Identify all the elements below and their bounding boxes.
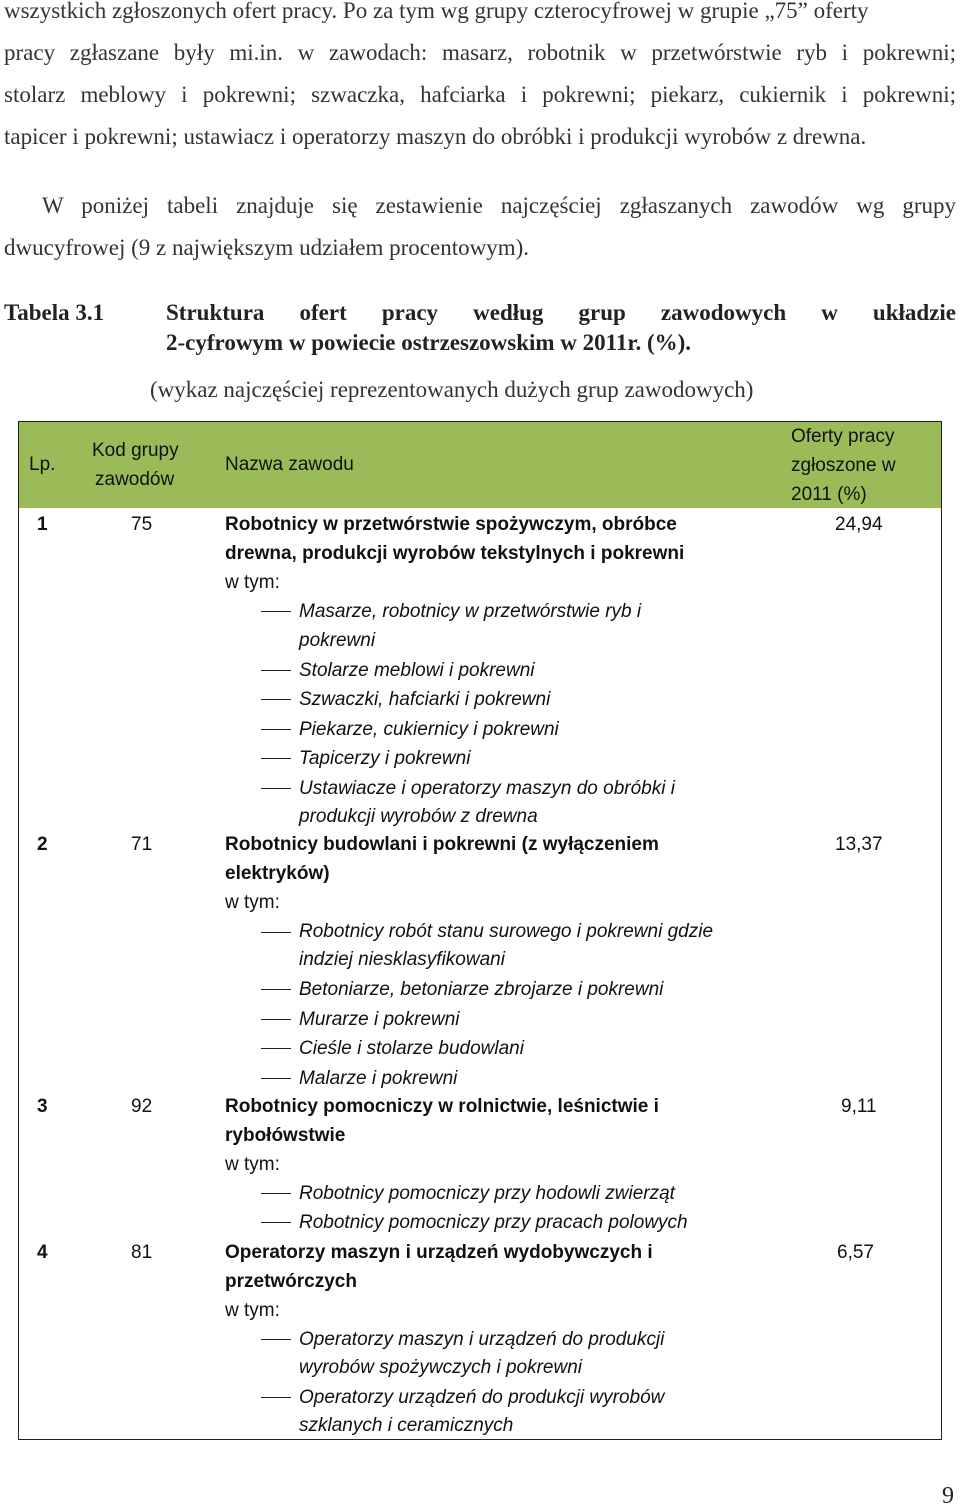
row-name: elektryków) [225, 863, 330, 884]
dash-bullet [261, 989, 291, 990]
header-kod: zawodów [95, 469, 175, 490]
row-wtym: w tym: [225, 1300, 280, 1321]
header-oferty: Oferty pracy [791, 426, 895, 447]
sub-item: szklanych i ceramicznych [299, 1415, 514, 1436]
header-kod: Kod grupy [92, 440, 179, 461]
sub-item: wyrobów spożywczych i pokrewni [299, 1357, 582, 1378]
dash-bullet [261, 1193, 291, 1194]
paragraph-line: dwucyfrowej (9 z największym udziałem procentowym). [4, 235, 529, 260]
row-name: Operatorzy maszyn i urządzeń wydobywczych i [225, 1242, 653, 1263]
sub-item: indziej niesklasyfikowani [299, 949, 505, 970]
sub-item: Robotnicy pomocniczy przy pracach polowych [299, 1212, 688, 1233]
table-header [19, 422, 941, 508]
row-value: 9,11 [841, 1096, 877, 1117]
sub-item: Robotnicy pomocniczy przy hodowli zwierząt [299, 1183, 675, 1204]
dash-bullet [261, 758, 291, 759]
row-value: 13,37 [835, 834, 883, 855]
sub-item: Cieśle i stolarze budowlani [299, 1038, 524, 1059]
table-label: Tabela 3.1 [4, 300, 105, 325]
row-kod: 71 [131, 834, 153, 855]
sub-item: Tapicerzy i pokrewni [299, 748, 471, 769]
sub-item: Murarze i pokrewni [299, 1009, 460, 1030]
row-kod: 81 [131, 1242, 153, 1263]
sub-item: Betoniarze, betoniarze zbrojarze i pokrewni [299, 979, 664, 1000]
sub-item: Operatorzy urządzeń do produkcji wyrobów [299, 1387, 665, 1408]
sub-item: Robotnicy robót stanu surowego i pokrewni gdzie [299, 921, 714, 942]
paragraph-line: W poniżej tabeli znajduje się zestawienie najczęściej zgłaszanych zawodów wg grupy [42, 193, 956, 218]
row-wtym: w tym: [225, 572, 280, 593]
dash-bullet [261, 932, 291, 933]
row-name: Robotnicy w przetwórstwie spożywczym, obróbce [225, 514, 677, 535]
paragraph-line: wszystkich zgłoszonych ofert pracy. Po za tym wg grupy czterocyfrowej w grupie „75” oferty [4, 0, 869, 23]
dash-bullet [261, 1078, 291, 1079]
sub-item: pokrewni [299, 630, 376, 651]
sub-item: Piekarze, cukiernicy i pokrewni [299, 719, 559, 740]
sub-item: Malarze i pokrewni [299, 1068, 458, 1089]
dash-bullet [261, 729, 291, 730]
row-name: Robotnicy pomocniczy w rolnictwie, leśnictwie i [225, 1096, 659, 1117]
row-value: 6,57 [837, 1242, 874, 1263]
row-lp: 1 [37, 514, 48, 535]
sub-item: Masarze, robotnicy w przetwórstwie ryb i [299, 601, 642, 622]
table-subtitle: (wykaz najczęściej reprezentowanych dużych grup zawodowych) [150, 377, 754, 402]
paragraph-line: stolarz meblowy i pokrewni; szwaczka, hafciarka i pokrewni; piekarz, cukiernik i pokrewni; [4, 82, 956, 107]
header-oferty: 2011 (%) [791, 484, 867, 505]
row-lp: 4 [37, 1242, 48, 1263]
row-value: 24,94 [835, 514, 883, 535]
dash-bullet [261, 1222, 291, 1223]
row-lp: 3 [37, 1096, 48, 1117]
row-lp: 2 [37, 834, 48, 855]
dash-bullet [261, 1397, 291, 1398]
row-kod: 92 [131, 1096, 153, 1117]
dash-bullet [261, 670, 291, 671]
paragraph-line: tapicer i pokrewni; ustawiacz i operatorzy maszyn do obróbki i produkcji wyrobów z drewna. [4, 124, 867, 149]
sub-item: produkcji wyrobów z drewna [299, 806, 538, 827]
page-number: 9 [942, 1483, 954, 1509]
dash-bullet [261, 611, 291, 612]
paragraph-line: pracy zgłaszane były mi.in. w zawodach: masarz, robotnik w przetwórstwie ryb i pokrewni; [4, 40, 956, 65]
sub-item: Ustawiacze i operatorzy maszyn do obróbki i [299, 778, 675, 799]
header-nazwa: Nazwa zawodu [225, 454, 354, 475]
occupation-table [18, 421, 942, 1440]
row-kod: 75 [131, 514, 153, 535]
row-name: drewna, produkcji wyrobów tekstylnych i pokrewni [225, 543, 685, 564]
row-wtym: w tym: [225, 1154, 280, 1175]
header-lp: Lp. [29, 454, 56, 475]
table-title: 2-cyfrowym w powiecie ostrzeszowskim w 2011r. (%). [166, 330, 692, 355]
row-wtym: w tym: [225, 892, 280, 913]
sub-item: Operatorzy maszyn i urządzeń do produkcji [299, 1329, 665, 1350]
sub-item: Stolarze meblowi i pokrewni [299, 660, 535, 681]
row-name: Robotnicy budowlani i pokrewni (z wyłączeniem [225, 834, 659, 855]
dash-bullet [261, 1048, 291, 1049]
sub-item: Szwaczki, hafciarki i pokrewni [299, 689, 551, 710]
dash-bullet [261, 788, 291, 789]
table-title: Struktura ofert pracy według grup zawodowych w układzie [166, 300, 956, 325]
dash-bullet [261, 1019, 291, 1020]
dash-bullet [261, 699, 291, 700]
row-name: rybołówstwie [225, 1125, 346, 1146]
dash-bullet [261, 1339, 291, 1340]
row-name: przetwórczych [225, 1271, 357, 1292]
header-oferty: zgłoszone w [791, 455, 896, 476]
